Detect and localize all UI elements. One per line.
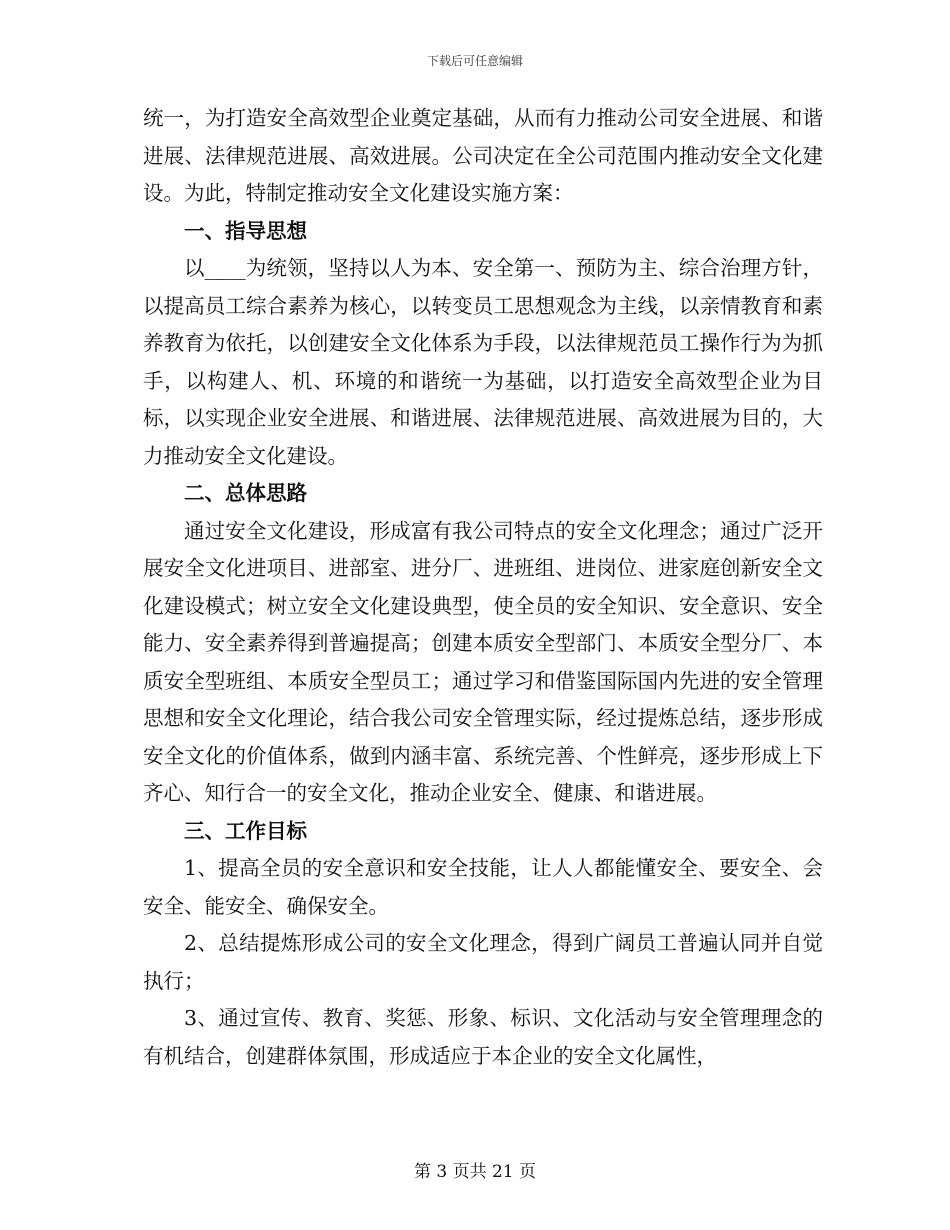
page-footer: 第 3 页共 21 页	[413, 1162, 537, 1182]
section-heading-work-goals: 三、工作目标	[184, 818, 307, 843]
body-paragraph: 统一，为打造安全高效型企业奠定基础，从而有力推动公司安全进展、和谐进展、法律规范进展、高效进展。公司决定在全公司范围内推动安全文化建设。为此，特制定推动安全文化建设实施方案：	[143, 106, 823, 205]
body-paragraph: 以____为统领，坚持以人为本、安全第一、预防为主、综合治理方针，以提高员工综合素养为核心，以转变员工思想观念为主线，以亲情教育和素养教育为依托，以创建安全文化体系为手段，以法律规范员工操作行为为抓手，以构建人、机、环境的和谐统一为基础，以打造安全高效型企业为目标，以实现企业安全进展、和谐进展、法律规范进展、高效进展为目的，大力推动安全文化建设。	[143, 256, 823, 468]
page-header: 下载后可任意编辑	[426, 54, 523, 68]
document-body	[143, 100, 823, 1075]
body-paragraph: 通过安全文化建设，形成富有我公司特点的安全文化理念；通过广泛开展安全文化进项目、进部室、进分厂、进班组、进岗位、进家庭创新安全文化建设模式；树立安全文化建设典型，使全员的安全知识、安全意识、安全能力、安全素养得到普遍提高；创建本质安全型部门、本质安全型分厂、本质安全型班组、本质安全型员工；通过学习和借鉴国际国内先进的安全管理思想和安全文化理论，结合我公司安全管理实际，经过提炼总结，逐步形成安全文化的价值体系，做到内涵丰富、系统完善、个性鲜亮，逐步形成上下齐心、知行合一的安全文化，推动企业安全、健康、和谐进展。	[143, 518, 823, 805]
list-item-goal-3: 3、通过宣传、教育、奖惩、形象、标识、文化活动与安全管理理念的有机结合，创建群体氛围，形成适应于本企业的安全文化属性，	[143, 1006, 823, 1068]
section-heading-overall-approach: 二、总体思路	[184, 481, 307, 505]
list-item-goal-1: 1、提高全员的安全意识和安全技能，让人人都能懂安全、要安全、会安全、能安全、确保安全。	[143, 856, 823, 918]
section-heading-guiding-ideology: 一、指导思想	[184, 218, 307, 243]
list-item-goal-2: 2、总结提炼形成公司的安全文化理念，得到广阔员工普遍认同并自觉执行；	[143, 931, 823, 993]
